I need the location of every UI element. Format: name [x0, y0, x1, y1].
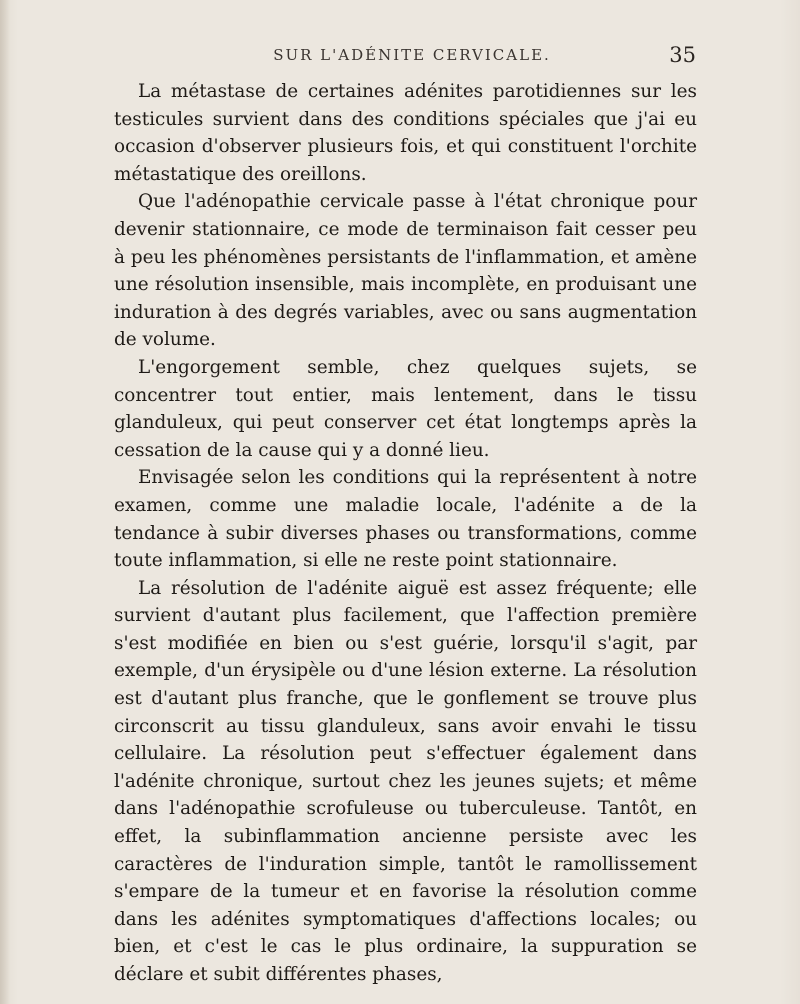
paragraph-resolution: La résolution de l'adénite aiguë est assez fréquente; elle survient d'autant plus facilement, que l'affection première s'est modifiée en bien ou s'est guérie, lorsqu'il s'agit, par exemple, d'un érysipèle ou d'une lésion externe. La résolution est d'autant plus franche, que le gonflement se trouve plus circonscrit au tissu glanduleux, sans avoir envahi le tissu cellulaire. La résolution peut s'effectuer également dans l'adénite chronique, surtout chez les jeunes sujets; et même dans l'adénopathie scrofuleuse ou tuberculeuse. Tantôt, en effet, la subinflammation ancienne persiste avec les caractères de l'induration simple, tantôt le ramollissement s'empare de la tumeur et en favorise la résolution comme dans les adénites symptomatiques d'affections locales; ou bien, et c'est le cas le plus ordinaire, la suppuration se déclare et subit différentes phases, — [114, 577, 697, 985]
paragraph-engorgement: L'engorgement semble, chez quelques sujets, se concentrer tout entier, mais lentement, dans le tissu glanduleux, qui peut conserver cet état longtemps après la cessation de la cause qui y a donné lieu. — [114, 356, 697, 461]
body-text — [114, 78, 697, 989]
running-title: SUR L'ADÉNITE CERVICALE. — [273, 46, 551, 64]
paragraph-envisagee: Envisagée selon les conditions qui la représentent à notre examen, comme une maladie locale, l'adénite a de la tendance à subir diverses phases ou transformations, comme toute inflammation, si elle ne reste point stationnaire. — [114, 467, 697, 572]
page-header — [128, 43, 696, 70]
page-number: 35 — [669, 43, 696, 67]
page-edge-shadow — [0, 0, 10, 1004]
paragraph-adenopathie-chronique: Que l'adénopathie cervicale passe à l'état chronique pour devenir stationnaire, ce mode de terminaison fait cesser peu à peu les phénomènes persistants de l'inflammation, et amène une résolution insensible, mais incomplète, en produisant une induration à des degrés variables, avec ou sans augmentation de volume. — [114, 191, 697, 351]
paragraph-metastase: La métastase de certaines adénites parotidiennes sur les testicules survient dans des conditions spéciales que j'ai eu occasion d'observer plusieurs fois, et qui constituent l'orchite métastatique des oreillons. — [114, 81, 697, 185]
